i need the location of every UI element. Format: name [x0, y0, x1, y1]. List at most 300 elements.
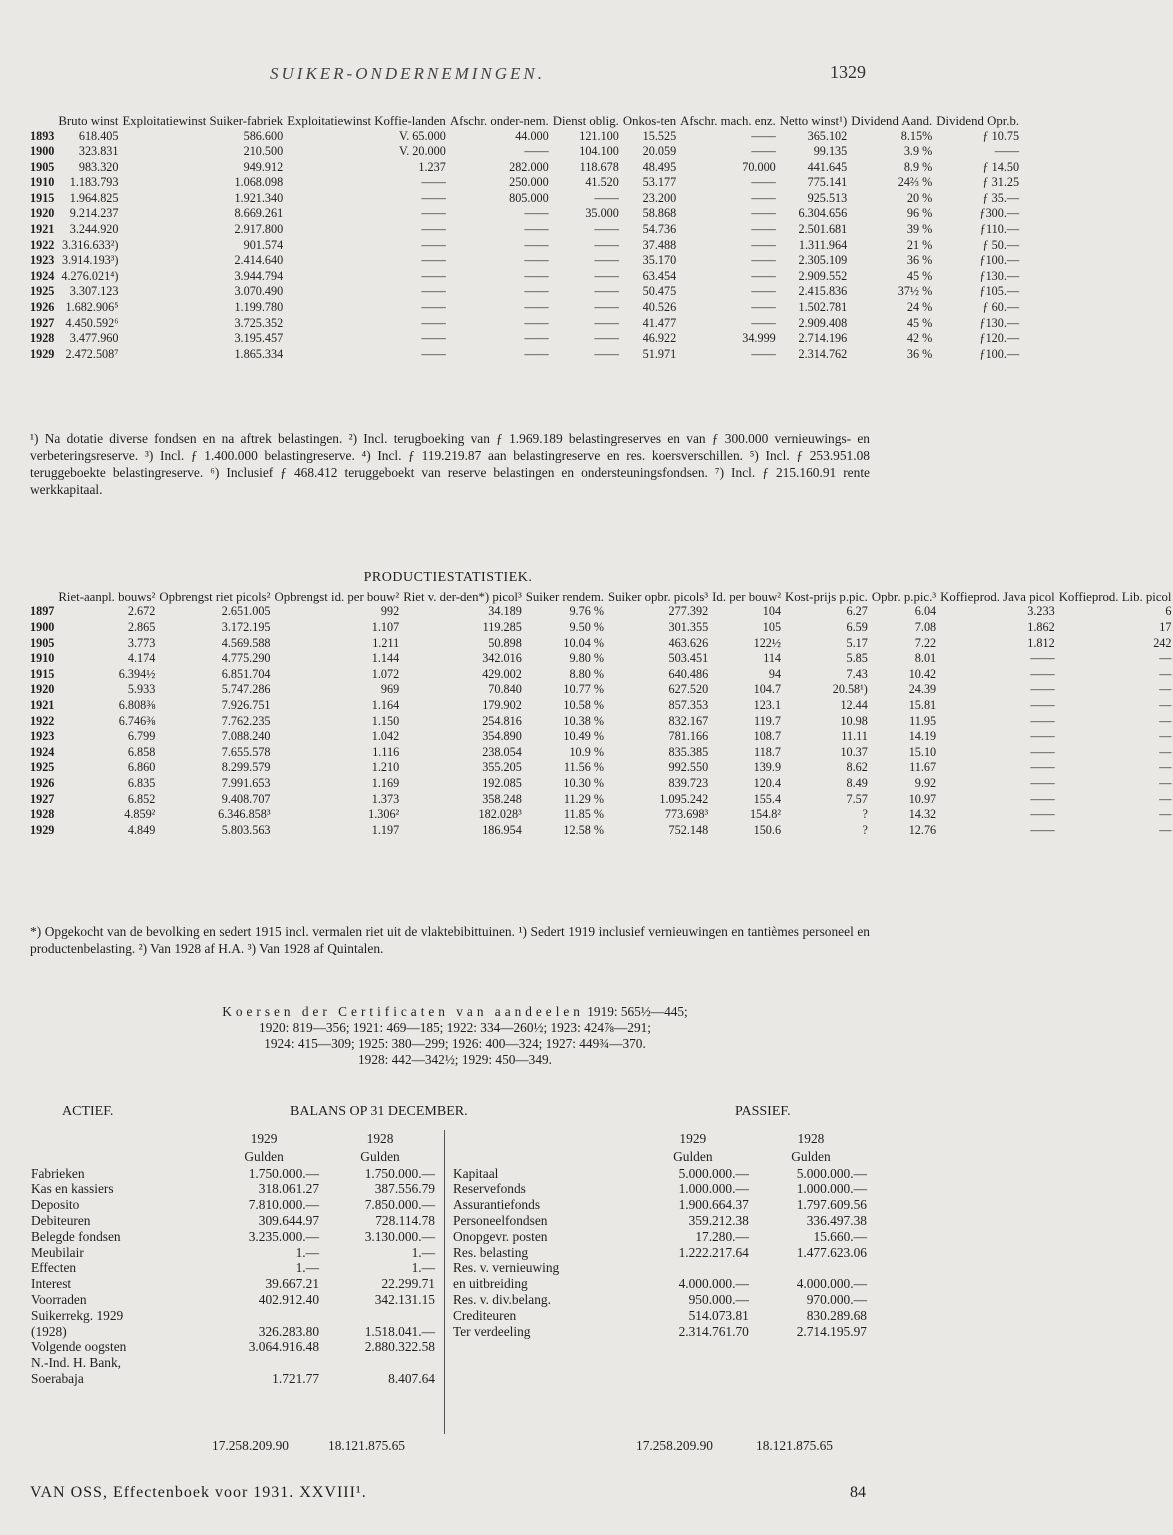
table-cell: ?: [862, 822, 868, 837]
table-cell: 15.10: [908, 744, 937, 759]
table-cell: 839.723: [668, 775, 709, 790]
row-year: 1928: [30, 331, 55, 346]
balance-item-label: Volgende oogsten: [31, 1339, 127, 1355]
table-cell: 3.316.633²): [62, 237, 119, 252]
production-row: [28, 604, 1173, 620]
table-cell: 20.58¹): [832, 682, 868, 697]
table-cell: 150.6: [753, 822, 782, 837]
table-cell: 9.92: [914, 775, 937, 790]
table-cell: 1.921.340: [234, 190, 284, 205]
table-cell: ——: [1030, 666, 1055, 681]
table-cell: —: [1159, 822, 1172, 837]
table-cell: 10.58 %: [563, 697, 604, 712]
table-cell: 63.454: [642, 268, 677, 283]
balance-item-value: 1.750.000.—: [248, 1165, 320, 1181]
table-cell: 118.678: [579, 159, 619, 174]
table-cell: 992.550: [668, 760, 709, 775]
balance-item-value: 3.130.000.—: [364, 1228, 435, 1244]
assets-unit-2: Gulden: [360, 1148, 400, 1164]
row-year: 1920: [30, 682, 55, 697]
balance-item-value: 2.714.195.97: [796, 1323, 867, 1339]
table-cell: —: [1159, 682, 1172, 697]
table-cell: 6.27: [846, 604, 868, 619]
production-row: [28, 760, 1173, 776]
table-cell: ——: [751, 237, 776, 252]
table-cell: 2.909.552: [798, 268, 848, 283]
table-cell: 11.85 %: [563, 807, 604, 822]
table-cell: 4.859²: [124, 807, 156, 822]
table-cell: 949.912: [243, 159, 284, 174]
table-cell: 358.248: [482, 791, 522, 806]
table-cell: ——: [594, 331, 619, 346]
assets-row: [28, 1229, 438, 1245]
table-cell: 1.169: [371, 775, 400, 790]
table-cell: 2.909.408: [798, 315, 848, 330]
table-cell: 10.38 %: [563, 713, 604, 728]
table-cell: ——: [1030, 775, 1055, 790]
balance-item-label: Kapitaal: [453, 1165, 499, 1181]
table-cell: 1.210: [371, 760, 400, 775]
financial-row: [28, 238, 1021, 254]
balance-item-value: 7.810.000.—: [248, 1197, 320, 1213]
table-cell: 10.9 %: [569, 744, 604, 759]
table-cell: ——: [524, 268, 549, 283]
liabilities-row: [450, 1260, 870, 1276]
table-cell: 3.244.920: [69, 222, 119, 237]
table-cell: 7.22: [914, 635, 937, 650]
table-cell: 21 %: [906, 237, 933, 252]
production-row: [28, 620, 1173, 636]
table-cell: 1.068.098: [234, 175, 284, 190]
balance-item-value: 1.797.609.56: [796, 1197, 867, 1213]
table-cell: 3.233: [1027, 604, 1055, 619]
column-header: Dividend Aand.: [851, 114, 933, 128]
balance-item-label: N.-Ind. H. Bank,: [31, 1355, 122, 1371]
production-row: [28, 636, 1173, 652]
balance-item-value: [206, 1308, 322, 1324]
table-cell: 627.520: [668, 682, 709, 697]
assets-row: [28, 1245, 438, 1261]
table-cell: 121.100: [579, 128, 619, 143]
table-cell: ƒ130.—: [979, 268, 1020, 283]
balance-item-label: Ter verdeeling: [453, 1323, 531, 1339]
table-cell: 9.50 %: [569, 620, 604, 634]
production-row: [28, 792, 1173, 808]
table-cell: ——: [421, 253, 446, 268]
table-cell: 992: [380, 604, 400, 619]
row-year: 1900: [30, 144, 55, 159]
row-year: 1923: [30, 729, 55, 744]
table-cell: 20 %: [906, 190, 933, 205]
table-cell: 238.054: [482, 744, 522, 759]
row-year: 1926: [30, 300, 55, 315]
table-cell: ——: [1030, 744, 1055, 759]
balance-item-value: 359.212.38: [688, 1212, 749, 1228]
table-cell: 8.49: [846, 775, 868, 790]
table-cell: 1.042: [371, 729, 400, 744]
column-header: Suiker opbr. picols³: [607, 590, 709, 604]
balance-item-value: 318.061.27: [258, 1181, 320, 1197]
table-cell: ——: [751, 175, 776, 190]
table-cell: —: [1159, 791, 1172, 806]
balance-item-value: 7.850.000.—: [364, 1197, 435, 1213]
balance-item-label: Res. belasting: [453, 1244, 529, 1260]
column-header: Afschr. onder-nem.: [449, 114, 549, 128]
balance-item-value: 8.407.64: [388, 1370, 435, 1386]
table-cell: 3.914.193³): [62, 253, 119, 268]
table-cell: ——: [524, 222, 549, 237]
table-cell: 94: [768, 666, 782, 681]
table-cell: 17: [1159, 620, 1172, 634]
table-cell: ——: [751, 346, 776, 361]
table-cell: 1.095.242: [659, 791, 709, 806]
table-cell: 835.385: [668, 744, 709, 759]
production-footnotes: *) Opgekocht van de bevolking en sedert 1915 incl. vermalen riet uit de vlaktebibittuinen. ¹) Sedert 1919 inclusief vernieuwingen en tantièmes personeel en productenbelasting. ²) Van 1928 af H.A. ³) Van 1928 af Quintalen.: [30, 924, 870, 956]
table-cell: ƒ 60.—: [982, 300, 1020, 315]
row-year: 1922: [30, 237, 55, 252]
table-cell: 1.306²: [368, 807, 400, 822]
table-cell: ——: [1030, 713, 1055, 728]
table-cell: 24⅔ %: [897, 175, 933, 190]
table-cell: 1.502.781: [798, 300, 848, 315]
table-cell: 44.000: [515, 128, 549, 143]
table-cell: ƒ130.—: [979, 315, 1020, 330]
liabilities-row: [450, 1213, 870, 1229]
table-cell: ——: [421, 300, 446, 315]
row-year: 1915: [30, 666, 55, 681]
assets-row: [28, 1197, 438, 1213]
production-row: [28, 667, 1173, 683]
table-cell: 9.80 %: [569, 651, 604, 666]
table-cell: ——: [421, 206, 446, 221]
table-cell: 8.80 %: [569, 666, 604, 681]
financial-row: [28, 300, 1021, 316]
table-cell: ƒ 35.—: [982, 190, 1020, 205]
balance-item-value: 336.497.38: [806, 1212, 867, 1228]
table-cell: 503.451: [668, 651, 709, 666]
table-cell: 5.933: [127, 682, 156, 697]
quotations-line-3: 1924: 415—309; 1925: 380—299; 1926: 400—324; 1927: 449¾—370.: [264, 1036, 646, 1051]
financial-results-table: [28, 114, 1021, 362]
table-cell: 108.7: [753, 729, 782, 744]
table-cell: ƒ100.—: [979, 253, 1020, 268]
table-cell: 119.285: [482, 620, 522, 634]
table-cell: 441.645: [807, 159, 848, 174]
table-cell: ——: [421, 268, 446, 283]
liabilities-row: [450, 1324, 870, 1340]
table-cell: 5.803.563: [221, 822, 271, 837]
table-cell: ——: [1030, 791, 1055, 806]
table-cell: 96 %: [906, 206, 933, 221]
table-cell: 1.311.964: [798, 237, 848, 252]
balance-item-label: Personeelfondsen: [453, 1212, 548, 1228]
table-cell: 1.072: [371, 666, 400, 681]
table-cell: 51.971: [642, 346, 677, 361]
quotations-1919: 1919: 565½—445;: [587, 1004, 688, 1019]
balance-item-value: 728.114.78: [375, 1212, 435, 1228]
table-cell: ——: [524, 300, 549, 315]
table-cell: 354.890: [482, 729, 522, 744]
table-cell: ——: [751, 315, 776, 330]
table-cell: ——: [594, 190, 619, 205]
table-cell: 6.860: [127, 760, 156, 775]
table-cell: ——: [751, 128, 776, 143]
table-cell: ——: [1030, 822, 1055, 837]
table-cell: 8.299.579: [221, 760, 271, 775]
table-cell: 3.307.123: [69, 284, 119, 299]
assets-unit-1: Gulden: [244, 1148, 284, 1164]
row-year: 1920: [30, 206, 55, 221]
table-cell: 24.39: [908, 682, 937, 697]
table-cell: 1.107: [371, 620, 400, 634]
table-cell: ——: [594, 253, 619, 268]
balance-item-label: Kas en kassiers: [31, 1181, 114, 1197]
column-header: Bruto winst: [58, 114, 119, 128]
table-cell: 3.944.794: [234, 268, 284, 283]
table-cell: ——: [751, 300, 776, 315]
table-cell: 9.214.237: [69, 206, 119, 221]
liabilities-unit-1: Gulden: [673, 1148, 713, 1164]
column-header: Exploitatiewinst Suiker-fabriek: [122, 114, 284, 128]
table-cell: ——: [594, 268, 619, 283]
table-cell: 1.183.793: [69, 175, 119, 190]
table-cell: —: [1159, 697, 1172, 712]
table-cell: ——: [524, 206, 549, 221]
table-cell: 250.000: [509, 175, 549, 190]
table-cell: ——: [524, 144, 549, 159]
row-year: 1893: [30, 128, 55, 143]
table-cell: 323.831: [78, 144, 119, 159]
table-cell: 925.513: [807, 190, 848, 205]
production-row: [28, 823, 1173, 839]
table-cell: 10.37: [840, 744, 868, 759]
balance-item-value: 1.000.000.—: [678, 1181, 749, 1197]
quotations-line-2: 1920: 819—356; 1921: 469—185; 1922: 334—260½; 1923: 424⅞—291;: [259, 1020, 651, 1035]
table-cell: 10.98: [840, 713, 868, 728]
row-year: 1921: [30, 697, 55, 712]
table-cell: 4.849: [127, 822, 156, 837]
table-cell: 969: [380, 682, 400, 697]
table-cell: ?: [862, 807, 868, 822]
assets-row: [28, 1166, 438, 1182]
table-cell: 50.898: [488, 635, 522, 650]
balance-item-value: 5.000.000.—: [678, 1165, 749, 1181]
table-cell: 122½: [753, 635, 782, 650]
table-cell: 114: [763, 651, 782, 666]
liabilities-row: [450, 1229, 870, 1245]
table-cell: 104.7: [753, 682, 782, 697]
table-cell: ——: [594, 315, 619, 330]
table-cell: 2.415.836: [798, 284, 848, 299]
balance-item-label: Res. v. div.belang.: [453, 1291, 551, 1307]
table-cell: —: [1159, 666, 1172, 681]
table-cell: V. 20.000: [398, 144, 446, 159]
assets-label: ACTIEF.: [62, 1104, 114, 1119]
financial-row: [28, 191, 1021, 207]
running-title: SUIKER-ONDERNEMINGEN.: [270, 64, 546, 83]
table-cell: 1.199.780: [234, 300, 284, 315]
production-row: [28, 729, 1173, 745]
table-cell: 45 %: [906, 268, 933, 283]
balance-item-value: 22.299.71: [381, 1276, 435, 1292]
balance-item-value: 309.644.97: [258, 1212, 320, 1228]
table-cell: ——: [421, 175, 446, 190]
table-cell: 1.373: [371, 791, 400, 806]
assets-row: [28, 1276, 438, 1292]
balance-item-label: Crediteuren: [453, 1307, 517, 1323]
table-cell: 7.926.751: [221, 697, 271, 712]
table-cell: 139.9: [753, 760, 782, 775]
table-cell: V. 65.000: [398, 128, 446, 143]
table-cell: 640.486: [668, 666, 709, 681]
table-cell: —: [1159, 760, 1172, 775]
assets-year-2: 1928: [366, 1131, 394, 1146]
table-cell: 7.08: [914, 620, 937, 634]
balance-item-value: [206, 1355, 322, 1371]
table-cell: 6.04: [914, 604, 937, 619]
table-cell: ——: [751, 284, 776, 299]
liabilities-table: [450, 1130, 870, 1339]
liabilities-total-1928: 18.121.875.65: [756, 1438, 833, 1453]
table-cell: 12.58 %: [563, 822, 604, 837]
table-cell: 15.525: [642, 128, 677, 143]
table-cell: 3.070.490: [234, 284, 284, 299]
row-year: 1922: [30, 713, 55, 728]
table-cell: 2.305.109: [798, 253, 848, 268]
table-cell: 12.44: [840, 697, 868, 712]
balance-item-value: 387.556.79: [374, 1181, 435, 1197]
table-cell: 104: [762, 604, 782, 619]
column-header: Afschr. mach. enz.: [680, 114, 776, 128]
financial-row: [28, 144, 1021, 160]
assets-total-1929: 17.258.209.90: [212, 1438, 289, 1453]
assets-row: [28, 1371, 438, 1387]
table-cell: 14.19: [908, 729, 937, 744]
production-row: [28, 807, 1173, 823]
balance-item-value: 1.721.77: [272, 1370, 320, 1386]
table-cell: ——: [594, 237, 619, 252]
table-cell: 832.167: [668, 713, 709, 728]
table-cell: 3.477.960: [69, 331, 119, 346]
table-cell: 1.144: [371, 651, 400, 666]
column-header: Riet v. der-den*) picol³: [403, 590, 522, 604]
balance-item-value: [322, 1308, 438, 1324]
page-footer: [30, 1484, 866, 1508]
table-cell: 11.11: [841, 729, 868, 744]
table-cell: ——: [751, 144, 776, 159]
table-cell: 6.808⅜: [118, 697, 156, 712]
share-quotations: [60, 1004, 850, 1068]
table-cell: ——: [524, 346, 549, 361]
row-year: 1925: [30, 284, 55, 299]
table-cell: 355.205: [482, 760, 522, 775]
table-cell: ——: [421, 237, 446, 252]
balance-item-label: (1928): [31, 1323, 67, 1339]
table-cell: 99.135: [813, 144, 848, 159]
balance-item-value: 342.131.15: [374, 1291, 435, 1307]
table-cell: 41.477: [642, 315, 677, 330]
row-year: 1900: [30, 620, 55, 634]
table-cell: ƒ 14.50: [982, 159, 1020, 174]
balance-item-label: Meubilair: [31, 1244, 84, 1260]
table-cell: 48.495: [642, 159, 677, 174]
table-cell: 120.4: [753, 775, 782, 790]
liabilities-row: [450, 1166, 870, 1182]
table-cell: 2.917.800: [234, 222, 284, 237]
table-cell: 37.488: [642, 237, 677, 252]
table-cell: 34.189: [488, 604, 522, 619]
balance-item-value: [752, 1260, 870, 1276]
production-row: [28, 745, 1173, 761]
column-header: Dienst oblig.: [552, 114, 619, 128]
table-cell: 2.865: [127, 620, 156, 634]
row-year: 1921: [30, 222, 55, 237]
page-header: [0, 60, 896, 90]
table-cell: 45 %: [906, 315, 933, 330]
table-cell: 8.62: [846, 760, 868, 775]
row-year: 1929: [30, 346, 55, 361]
table-cell: 192.085: [482, 775, 522, 790]
table-cell: 8.669.261: [234, 206, 284, 221]
assets-row: [28, 1213, 438, 1229]
liabilities-row: [450, 1197, 870, 1213]
row-year: 1905: [30, 159, 55, 174]
financial-row: [28, 129, 1021, 145]
table-cell: 5.17: [846, 635, 868, 650]
table-cell: 210.500: [243, 144, 284, 159]
table-cell: 1.150: [371, 713, 400, 728]
row-year: 1897: [30, 604, 55, 619]
row-year: 1905: [30, 635, 55, 650]
table-cell: 15.81: [908, 697, 937, 712]
table-cell: 7.991.653: [221, 775, 271, 790]
table-cell: 773.698³: [664, 807, 709, 822]
table-cell: 42 %: [906, 331, 933, 346]
table-cell: 39 %: [906, 222, 933, 237]
table-cell: 8.01: [914, 651, 937, 666]
table-cell: 58.868: [642, 206, 677, 221]
balance-item-label: Fabrieken: [31, 1165, 85, 1181]
quotations-line-1: [60, 1004, 850, 1020]
quotations-label: Koersen der Certificaten van aandeelen: [222, 1004, 584, 1019]
balance-item-value: 1.900.664.37: [678, 1197, 749, 1213]
table-cell: 35.170: [642, 253, 677, 268]
balance-item-label: Deposito: [31, 1197, 80, 1213]
table-cell: 282.000: [509, 159, 549, 174]
table-cell: 10.42: [908, 666, 937, 681]
table-cell: 11.95: [909, 713, 937, 728]
table-cell: ƒ110.—: [979, 222, 1020, 237]
balance-item-value: 5.000.000.—: [796, 1165, 867, 1181]
balance-item-label: Res. v. vernieuwing: [453, 1260, 560, 1276]
table-cell: ——: [751, 206, 776, 221]
financial-row: [28, 175, 1021, 191]
liabilities-row: [450, 1245, 870, 1261]
balance-item-value: 1.000.000.—: [796, 1181, 867, 1197]
table-cell: 1.211: [372, 635, 400, 650]
balance-item-label: Soerabaja: [31, 1370, 84, 1386]
liabilities-row: [450, 1308, 870, 1324]
table-cell: —: [1159, 807, 1172, 822]
production-row: [28, 714, 1173, 730]
table-cell: 11.67: [909, 760, 937, 775]
table-cell: 155.4: [753, 791, 782, 806]
table-cell: 50.475: [642, 284, 677, 299]
table-cell: 8.15%: [900, 128, 933, 143]
table-cell: 182.028³: [478, 807, 522, 822]
table-cell: ƒ300.—: [979, 206, 1020, 221]
balance-item-value: 326.283.80: [258, 1323, 320, 1339]
